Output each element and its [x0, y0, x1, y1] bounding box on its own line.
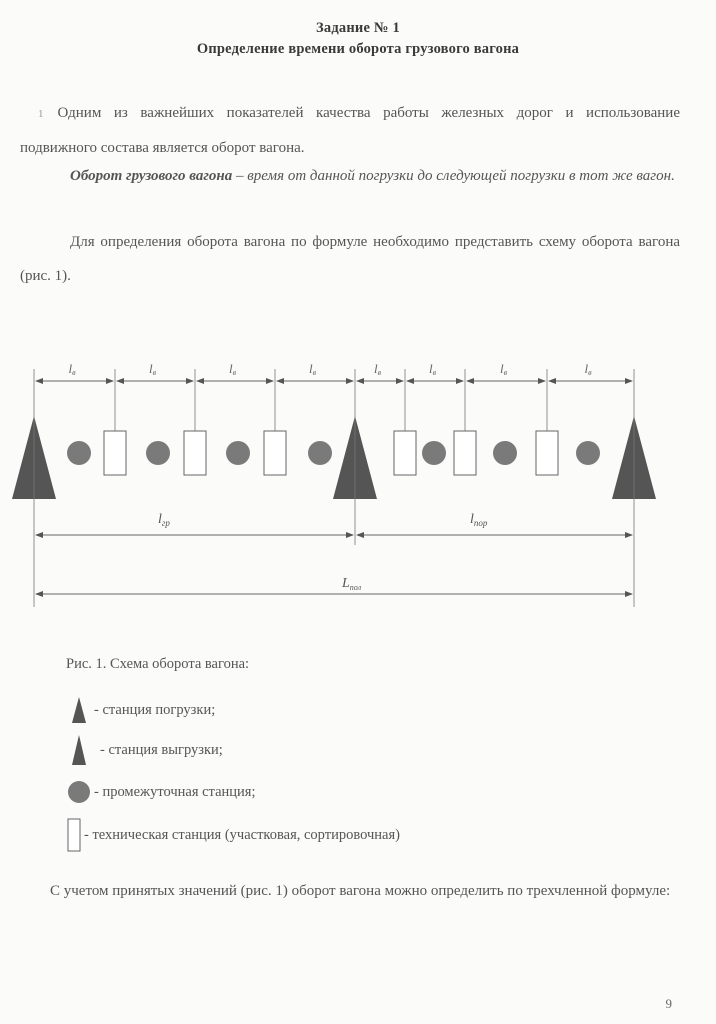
technical-station — [394, 431, 416, 475]
legend-item-unloading — [64, 735, 223, 765]
legend-item-loading — [64, 697, 215, 723]
l-total-label: $L_{пол}$ — [342, 576, 362, 592]
segment-label: lв — [429, 361, 437, 377]
unloading-station-icon — [72, 735, 86, 765]
technical-station-icon — [67, 818, 81, 852]
intermediate-station — [493, 441, 517, 465]
segment-label: lв — [374, 361, 382, 377]
intermediate-station-icon — [67, 780, 91, 804]
legend-label-technical: - техническая станция (участковая, сортировочная) — [84, 826, 400, 843]
scheme-intro-paragraph: Для определения оборота вагона по формуле необходимо представить схему оборота вагона (рис. 1). — [20, 234, 680, 284]
figure-caption: Рис. 1. Схема оборота вагона: — [66, 656, 250, 672]
segment-label: lв — [309, 361, 317, 377]
segment-label: lв — [584, 361, 592, 377]
intermediate-station — [308, 441, 332, 465]
intermediate-station — [576, 441, 600, 465]
task-subtitle: Определение времени оборота грузового вагона — [196, 41, 520, 57]
page-number: 9 — [665, 996, 672, 1011]
intermediate-station — [146, 441, 170, 465]
technical-station — [264, 431, 286, 475]
definition-paragraph — [20, 159, 680, 193]
intermediate-station — [422, 441, 446, 465]
wagon-turnover-diagram — [0, 345, 716, 625]
segment-label: lв — [229, 361, 237, 377]
segment-label: lв — [68, 361, 76, 377]
l-por-label: $l_{пор}$ — [470, 512, 488, 528]
legend-label-unloading: - станция выгрузки; — [100, 741, 223, 758]
paragraph-number-mark: 1 — [38, 108, 44, 120]
segment-dimensions — [36, 361, 632, 431]
intro-paragraph — [20, 96, 680, 165]
technical-station — [454, 431, 476, 475]
loading-station-icon — [72, 697, 86, 723]
l-gr-label: $l_{гр}$ — [158, 512, 170, 528]
task-title: Задание № 1 — [316, 20, 400, 36]
definition-term: Оборот грузового вагона — [70, 168, 233, 184]
station-symbols — [67, 431, 600, 475]
legend-label-loading: - станция погрузки; — [94, 701, 216, 718]
intro-text: Одним из важнейших показателей качества работы железных дорог и использование подвижного состава является оборот вагона. — [20, 105, 680, 156]
legend-label-intermediate: - промежуточная станция; — [94, 783, 256, 800]
technical-station — [104, 431, 126, 475]
segment-label: lв — [149, 361, 157, 377]
legend-item-technical — [64, 818, 400, 852]
definition-text: – время от данной погрузки до следующей погрузки в тот же вагон. — [232, 168, 675, 184]
intermediate-station — [67, 441, 91, 465]
conclusion-paragraph: С учетом принятых значений (рис. 1) оборот вагона можно определить по трехчленной формуле: — [50, 883, 671, 899]
technical-station — [536, 431, 558, 475]
segment-label: lв — [500, 361, 508, 377]
intermediate-station — [226, 441, 250, 465]
legend-item-intermediate — [64, 780, 255, 804]
technical-station — [184, 431, 206, 475]
